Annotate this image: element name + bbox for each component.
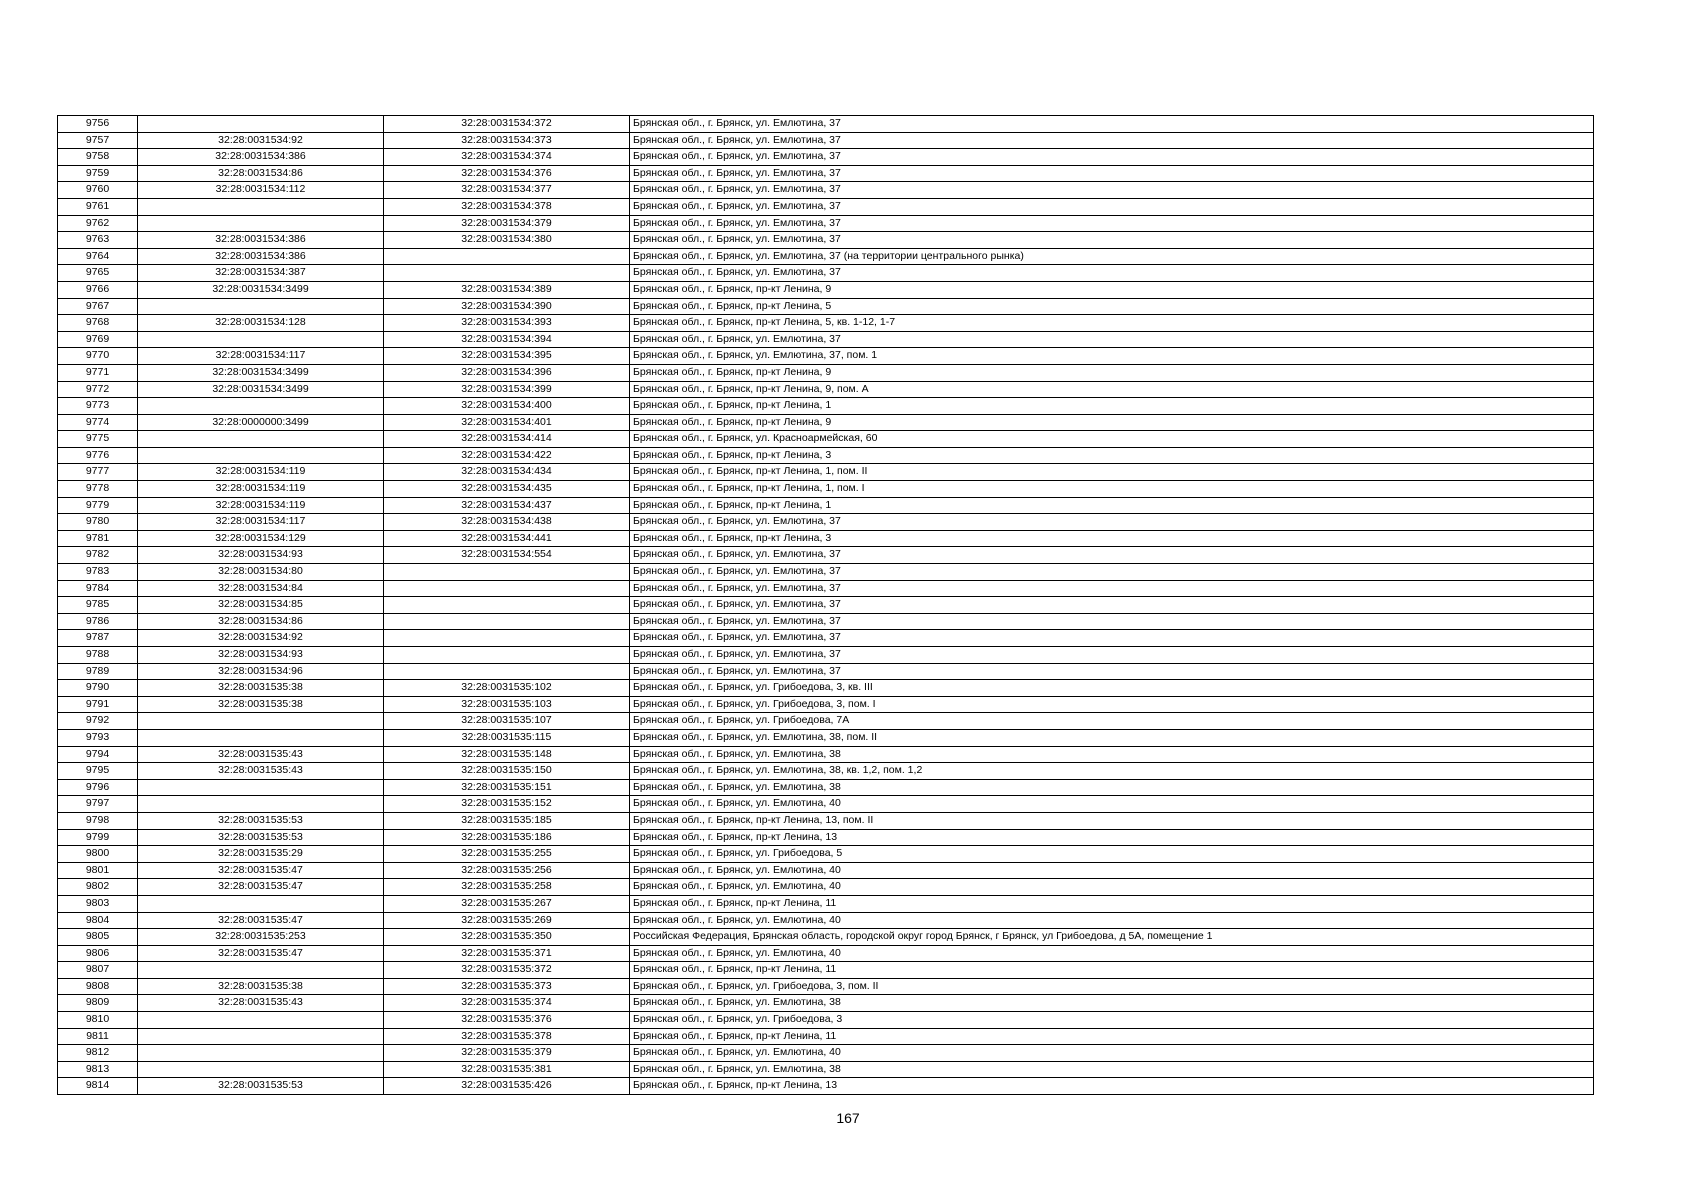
object-number-cell: 32:28:0031534:379 bbox=[384, 215, 630, 232]
object-number-cell: 32:28:0031535:350 bbox=[384, 929, 630, 946]
row-number-cell: 9809 bbox=[58, 995, 138, 1012]
row-number-cell: 9773 bbox=[58, 398, 138, 415]
object-number-cell bbox=[384, 564, 630, 581]
parcel-number-cell: 32:28:0031534:93 bbox=[138, 647, 384, 664]
table-row bbox=[58, 995, 1594, 1012]
row-number-cell: 9785 bbox=[58, 597, 138, 614]
row-number-cell: 9769 bbox=[58, 331, 138, 348]
object-number-cell: 32:28:0031535:256 bbox=[384, 862, 630, 879]
object-number-cell bbox=[384, 248, 630, 265]
row-number-cell: 9806 bbox=[58, 945, 138, 962]
row-number-cell: 9804 bbox=[58, 912, 138, 929]
parcel-number-cell: 32:28:0031534:129 bbox=[138, 530, 384, 547]
address-cell: Брянская обл., г. Брянск, ул. Емлютина, 37 bbox=[630, 232, 1594, 249]
row-number-cell: 9801 bbox=[58, 862, 138, 879]
object-number-cell: 32:28:0031534:374 bbox=[384, 149, 630, 166]
parcel-number-cell: 32:28:0031535:38 bbox=[138, 696, 384, 713]
object-number-cell: 32:28:0031534:396 bbox=[384, 364, 630, 381]
parcel-number-cell bbox=[138, 331, 384, 348]
row-number-cell: 9812 bbox=[58, 1045, 138, 1062]
object-number-cell bbox=[384, 597, 630, 614]
row-number-cell: 9780 bbox=[58, 514, 138, 531]
address-cell: Брянская обл., г. Брянск, ул. Емлютина, 40 bbox=[630, 862, 1594, 879]
address-cell: Брянская обл., г. Брянск, пр-кт Ленина, 13, пом. II bbox=[630, 812, 1594, 829]
address-cell: Брянская обл., г. Брянск, ул. Емлютина, 37 bbox=[630, 647, 1594, 664]
table-row bbox=[58, 149, 1594, 166]
table-row bbox=[58, 481, 1594, 498]
parcel-number-cell: 32:28:0031534:93 bbox=[138, 547, 384, 564]
object-number-cell: 32:28:0031534:438 bbox=[384, 514, 630, 531]
parcel-number-cell: 32:28:0031535:253 bbox=[138, 929, 384, 946]
object-number-cell: 32:28:0031534:394 bbox=[384, 331, 630, 348]
parcel-number-cell: 32:28:0031535:38 bbox=[138, 978, 384, 995]
address-cell: Брянская обл., г. Брянск, ул. Емлютина, 40 bbox=[630, 1045, 1594, 1062]
object-number-cell: 32:28:0031534:378 bbox=[384, 198, 630, 215]
object-number-cell: 32:28:0031535:150 bbox=[384, 763, 630, 780]
parcel-number-cell: 32:28:0031535:47 bbox=[138, 862, 384, 879]
parcel-number-cell: 32:28:0031535:43 bbox=[138, 746, 384, 763]
address-cell: Брянская обл., г. Брянск, ул. Емлютина, 37 bbox=[630, 149, 1594, 166]
row-number-cell: 9800 bbox=[58, 846, 138, 863]
parcel-number-cell bbox=[138, 215, 384, 232]
address-cell: Брянская обл., г. Брянск, пр-кт Ленина, 3 bbox=[630, 447, 1594, 464]
object-number-cell: 32:28:0031534:390 bbox=[384, 298, 630, 315]
page-number: 167 bbox=[836, 1110, 860, 1126]
parcel-number-cell: 32:28:0000000:3499 bbox=[138, 414, 384, 431]
table-row bbox=[58, 746, 1594, 763]
address-cell: Брянская обл., г. Брянск, ул. Емлютина, 37 bbox=[630, 613, 1594, 630]
address-cell: Брянская обл., г. Брянск, ул. Емлютина, 40 bbox=[630, 879, 1594, 896]
table-row bbox=[58, 132, 1594, 149]
parcel-number-cell: 32:28:0031534:117 bbox=[138, 348, 384, 365]
parcel-number-cell bbox=[138, 1061, 384, 1078]
object-number-cell: 32:28:0031535:186 bbox=[384, 829, 630, 846]
address-cell: Брянская обл., г. Брянск, ул. Емлютина, 37 bbox=[630, 597, 1594, 614]
row-number-cell: 9756 bbox=[58, 116, 138, 133]
table-row bbox=[58, 514, 1594, 531]
table-row bbox=[58, 812, 1594, 829]
row-number-cell: 9787 bbox=[58, 630, 138, 647]
table-body bbox=[58, 116, 1594, 1095]
parcel-number-cell: 32:28:0031535:43 bbox=[138, 763, 384, 780]
table-row bbox=[58, 298, 1594, 315]
address-cell: Брянская обл., г. Брянск, пр-кт Ленина, 9, пом. А bbox=[630, 381, 1594, 398]
table-row bbox=[58, 647, 1594, 664]
row-number-cell: 9814 bbox=[58, 1078, 138, 1095]
address-cell: Брянская обл., г. Брянск, ул. Емлютина, 38, кв. 1,2, пом. 1,2 bbox=[630, 763, 1594, 780]
row-number-cell: 9759 bbox=[58, 165, 138, 182]
table-row bbox=[58, 613, 1594, 630]
address-cell: Брянская обл., г. Брянск, пр-кт Ленина, 1 bbox=[630, 398, 1594, 415]
table-row bbox=[58, 464, 1594, 481]
table-row bbox=[58, 846, 1594, 863]
address-cell: Брянская обл., г. Брянск, ул. Емлютина, 37 bbox=[630, 198, 1594, 215]
row-number-cell: 9790 bbox=[58, 680, 138, 697]
object-number-cell: 32:28:0031535:372 bbox=[384, 962, 630, 979]
table-row bbox=[58, 198, 1594, 215]
row-number-cell: 9810 bbox=[58, 1012, 138, 1029]
table-row bbox=[58, 713, 1594, 730]
object-number-cell bbox=[384, 613, 630, 630]
address-cell: Брянская обл., г. Брянск, ул. Емлютина, 38 bbox=[630, 1061, 1594, 1078]
address-cell: Брянская обл., г. Брянск, ул. Емлютина, 37 bbox=[630, 116, 1594, 133]
table-row bbox=[58, 663, 1594, 680]
address-cell: Брянская обл., г. Брянск, пр-кт Ленина, 11 bbox=[630, 962, 1594, 979]
row-number-cell: 9758 bbox=[58, 149, 138, 166]
object-number-cell: 32:28:0031535:381 bbox=[384, 1061, 630, 1078]
row-number-cell: 9792 bbox=[58, 713, 138, 730]
object-number-cell: 32:28:0031534:389 bbox=[384, 281, 630, 298]
address-cell: Брянская обл., г. Брянск, пр-кт Ленина, 11 bbox=[630, 1028, 1594, 1045]
address-cell: Брянская обл., г. Брянск, ул. Грибоедова, 3, кв. III bbox=[630, 680, 1594, 697]
object-number-cell: 32:28:0031535:374 bbox=[384, 995, 630, 1012]
row-number-cell: 9775 bbox=[58, 431, 138, 448]
parcel-number-cell: 32:28:0031534:386 bbox=[138, 149, 384, 166]
parcel-number-cell: 32:28:0031534:85 bbox=[138, 597, 384, 614]
row-number-cell: 9770 bbox=[58, 348, 138, 365]
parcel-number-cell: 32:28:0031534:386 bbox=[138, 248, 384, 265]
table-row bbox=[58, 398, 1594, 415]
address-cell: Брянская обл., г. Брянск, ул. Емлютина, 37 bbox=[630, 165, 1594, 182]
row-number-cell: 9781 bbox=[58, 530, 138, 547]
parcel-number-cell: 32:28:0031534:112 bbox=[138, 182, 384, 199]
parcel-number-cell: 32:28:0031534:3499 bbox=[138, 381, 384, 398]
row-number-cell: 9811 bbox=[58, 1028, 138, 1045]
object-number-cell: 32:28:0031534:400 bbox=[384, 398, 630, 415]
table-row bbox=[58, 232, 1594, 249]
row-number-cell: 9791 bbox=[58, 696, 138, 713]
address-cell: Брянская обл., г. Брянск, ул. Грибоедова, 3, пом. II bbox=[630, 978, 1594, 995]
row-number-cell: 9795 bbox=[58, 763, 138, 780]
table-row bbox=[58, 547, 1594, 564]
address-cell: Брянская обл., г. Брянск, пр-кт Ленина, 1, пом. I bbox=[630, 481, 1594, 498]
object-number-cell: 32:28:0031534:435 bbox=[384, 481, 630, 498]
address-cell: Брянская обл., г. Брянск, ул. Емлютина, 37 bbox=[630, 132, 1594, 149]
object-number-cell bbox=[384, 663, 630, 680]
address-cell: Брянская обл., г. Брянск, пр-кт Ленина, 5 bbox=[630, 298, 1594, 315]
row-number-cell: 9794 bbox=[58, 746, 138, 763]
object-number-cell bbox=[384, 580, 630, 597]
object-number-cell: 32:28:0031535:115 bbox=[384, 729, 630, 746]
address-cell: Брянская обл., г. Брянск, пр-кт Ленина, 3 bbox=[630, 530, 1594, 547]
address-cell: Брянская обл., г. Брянск, ул. Емлютина, 37 bbox=[630, 215, 1594, 232]
row-number-cell: 9764 bbox=[58, 248, 138, 265]
address-cell: Брянская обл., г. Брянск, ул. Красноармейская, 60 bbox=[630, 431, 1594, 448]
table-row bbox=[58, 431, 1594, 448]
address-cell: Брянская обл., г. Брянск, ул. Емлютина, 38 bbox=[630, 995, 1594, 1012]
address-cell: Брянская обл., г. Брянск, ул. Емлютина, 37 bbox=[630, 182, 1594, 199]
table-row bbox=[58, 763, 1594, 780]
parcel-number-cell bbox=[138, 1028, 384, 1045]
table-row bbox=[58, 348, 1594, 365]
object-number-cell: 32:28:0031534:399 bbox=[384, 381, 630, 398]
row-number-cell: 9808 bbox=[58, 978, 138, 995]
address-cell: Брянская обл., г. Брянск, пр-кт Ленина, 1, пом. II bbox=[630, 464, 1594, 481]
parcel-number-cell: 32:28:0031534:119 bbox=[138, 481, 384, 498]
object-number-cell bbox=[384, 630, 630, 647]
object-number-cell: 32:28:0031535:258 bbox=[384, 879, 630, 896]
parcel-number-cell: 32:28:0031534:117 bbox=[138, 514, 384, 531]
table-row bbox=[58, 497, 1594, 514]
table-row bbox=[58, 364, 1594, 381]
address-cell: Брянская обл., г. Брянск, пр-кт Ленина, 9 bbox=[630, 364, 1594, 381]
table-row bbox=[58, 1045, 1594, 1062]
address-cell: Брянская обл., г. Брянск, пр-кт Ленина, 11 bbox=[630, 895, 1594, 912]
object-number-cell: 32:28:0031535:269 bbox=[384, 912, 630, 929]
parcel-number-cell bbox=[138, 779, 384, 796]
object-number-cell: 32:28:0031534:393 bbox=[384, 315, 630, 332]
table-row bbox=[58, 680, 1594, 697]
row-number-cell: 9802 bbox=[58, 879, 138, 896]
object-number-cell: 32:28:0031534:422 bbox=[384, 447, 630, 464]
address-cell: Брянская обл., г. Брянск, ул. Емлютина, 37 bbox=[630, 514, 1594, 531]
object-number-cell: 32:28:0031535:379 bbox=[384, 1045, 630, 1062]
object-number-cell: 32:28:0031534:380 bbox=[384, 232, 630, 249]
address-cell: Брянская обл., г. Брянск, ул. Емлютина, 37 bbox=[630, 547, 1594, 564]
address-cell: Брянская обл., г. Брянск, ул. Емлютина, 37 bbox=[630, 331, 1594, 348]
parcel-number-cell: 32:28:0031534:128 bbox=[138, 315, 384, 332]
parcel-number-cell: 32:28:0031535:47 bbox=[138, 879, 384, 896]
row-number-cell: 9779 bbox=[58, 497, 138, 514]
address-cell: Российская Федерация, Брянская область, городской округ город Брянск, г Брянск, ул Грибоедова, д 5А, помещение 1 bbox=[630, 929, 1594, 946]
parcel-number-cell bbox=[138, 298, 384, 315]
row-number-cell: 9762 bbox=[58, 215, 138, 232]
parcel-number-cell bbox=[138, 1012, 384, 1029]
row-number-cell: 9796 bbox=[58, 779, 138, 796]
table-row bbox=[58, 630, 1594, 647]
row-number-cell: 9813 bbox=[58, 1061, 138, 1078]
object-number-cell bbox=[384, 265, 630, 282]
address-cell: Брянская обл., г. Брянск, ул. Емлютина, 37 (на территории центрального рынка) bbox=[630, 248, 1594, 265]
table-row bbox=[58, 945, 1594, 962]
row-number-cell: 9799 bbox=[58, 829, 138, 846]
address-cell: Брянская обл., г. Брянск, ул. Емлютина, 38 bbox=[630, 746, 1594, 763]
object-number-cell: 32:28:0031535:103 bbox=[384, 696, 630, 713]
row-number-cell: 9805 bbox=[58, 929, 138, 946]
parcel-number-cell: 32:28:0031534:3499 bbox=[138, 281, 384, 298]
table-row bbox=[58, 331, 1594, 348]
parcel-number-cell: 32:28:0031535:47 bbox=[138, 945, 384, 962]
parcel-number-cell: 32:28:0031534:3499 bbox=[138, 364, 384, 381]
table-row bbox=[58, 696, 1594, 713]
table-row bbox=[58, 381, 1594, 398]
parcel-number-cell: 32:28:0031534:86 bbox=[138, 165, 384, 182]
table-row bbox=[58, 1078, 1594, 1095]
address-cell: Брянская обл., г. Брянск, ул. Грибоедова, 5 bbox=[630, 846, 1594, 863]
object-number-cell: 32:28:0031534:372 bbox=[384, 116, 630, 133]
row-number-cell: 9778 bbox=[58, 481, 138, 498]
object-number-cell: 32:28:0031534:554 bbox=[384, 547, 630, 564]
object-number-cell: 32:28:0031534:395 bbox=[384, 348, 630, 365]
parcel-number-cell bbox=[138, 431, 384, 448]
parcel-number-cell: 32:28:0031535:53 bbox=[138, 1078, 384, 1095]
row-number-cell: 9783 bbox=[58, 564, 138, 581]
row-number-cell: 9782 bbox=[58, 547, 138, 564]
row-number-cell: 9797 bbox=[58, 796, 138, 813]
table-row bbox=[58, 281, 1594, 298]
address-cell: Брянская обл., г. Брянск, ул. Емлютина, 40 bbox=[630, 796, 1594, 813]
table-row bbox=[58, 779, 1594, 796]
parcel-number-cell bbox=[138, 198, 384, 215]
row-number-cell: 9789 bbox=[58, 663, 138, 680]
row-number-cell: 9798 bbox=[58, 812, 138, 829]
parcel-number-cell: 32:28:0031534:92 bbox=[138, 132, 384, 149]
parcel-number-cell bbox=[138, 1045, 384, 1062]
object-number-cell: 32:28:0031535:255 bbox=[384, 846, 630, 863]
table-row bbox=[58, 165, 1594, 182]
address-cell: Брянская обл., г. Брянск, ул. Емлютина, 37 bbox=[630, 580, 1594, 597]
row-number-cell: 9766 bbox=[58, 281, 138, 298]
object-number-cell: 32:28:0031535:371 bbox=[384, 945, 630, 962]
object-number-cell: 32:28:0031535:102 bbox=[384, 680, 630, 697]
row-number-cell: 9771 bbox=[58, 364, 138, 381]
row-number-cell: 9767 bbox=[58, 298, 138, 315]
object-number-cell: 32:28:0031534:441 bbox=[384, 530, 630, 547]
parcel-number-cell bbox=[138, 398, 384, 415]
object-number-cell: 32:28:0031535:148 bbox=[384, 746, 630, 763]
row-number-cell: 9793 bbox=[58, 729, 138, 746]
address-cell: Брянская обл., г. Брянск, ул. Емлютина, 37 bbox=[630, 630, 1594, 647]
table-row bbox=[58, 879, 1594, 896]
address-cell: Брянская обл., г. Брянск, пр-кт Ленина, 1 bbox=[630, 497, 1594, 514]
row-number-cell: 9807 bbox=[58, 962, 138, 979]
address-cell: Брянская обл., г. Брянск, ул. Грибоедова, 3, пом. I bbox=[630, 696, 1594, 713]
parcel-number-cell: 32:28:0031535:47 bbox=[138, 912, 384, 929]
row-number-cell: 9757 bbox=[58, 132, 138, 149]
object-number-cell: 32:28:0031534:373 bbox=[384, 132, 630, 149]
table-row bbox=[58, 929, 1594, 946]
parcel-number-cell: 32:28:0031535:53 bbox=[138, 829, 384, 846]
row-number-cell: 9761 bbox=[58, 198, 138, 215]
address-cell: Брянская обл., г. Брянск, ул. Грибоедова, 7А bbox=[630, 713, 1594, 730]
parcel-number-cell bbox=[138, 713, 384, 730]
table-row bbox=[58, 978, 1594, 995]
object-number-cell: 32:28:0031535:107 bbox=[384, 713, 630, 730]
table-row bbox=[58, 729, 1594, 746]
table-row bbox=[58, 796, 1594, 813]
address-cell: Брянская обл., г. Брянск, пр-кт Ленина, 5, кв. 1-12, 1-7 bbox=[630, 315, 1594, 332]
address-cell: Брянская обл., г. Брянск, ул. Емлютина, 40 bbox=[630, 912, 1594, 929]
object-number-cell: 32:28:0031534:414 bbox=[384, 431, 630, 448]
table-row bbox=[58, 447, 1594, 464]
row-number-cell: 9763 bbox=[58, 232, 138, 249]
address-cell: Брянская обл., г. Брянск, ул. Емлютина, 40 bbox=[630, 945, 1594, 962]
object-number-cell: 32:28:0031535:426 bbox=[384, 1078, 630, 1095]
parcel-number-cell bbox=[138, 116, 384, 133]
table-row bbox=[58, 215, 1594, 232]
table-row bbox=[58, 315, 1594, 332]
parcel-number-cell: 32:28:0031534:86 bbox=[138, 613, 384, 630]
table-row bbox=[58, 962, 1594, 979]
address-cell: Брянская обл., г. Брянск, ул. Емлютина, 37 bbox=[630, 663, 1594, 680]
table-row bbox=[58, 895, 1594, 912]
table-row bbox=[58, 829, 1594, 846]
address-cell: Брянская обл., г. Брянск, ул. Емлютина, 37 bbox=[630, 265, 1594, 282]
parcel-number-cell bbox=[138, 796, 384, 813]
object-number-cell: 32:28:0031535:378 bbox=[384, 1028, 630, 1045]
table-row bbox=[58, 1028, 1594, 1045]
row-number-cell: 9768 bbox=[58, 315, 138, 332]
parcel-number-cell: 32:28:0031534:119 bbox=[138, 497, 384, 514]
table-row bbox=[58, 116, 1594, 133]
table-row bbox=[58, 1012, 1594, 1029]
address-cell: Брянская обл., г. Брянск, ул. Емлютина, 37, пом. 1 bbox=[630, 348, 1594, 365]
table-row bbox=[58, 248, 1594, 265]
address-cell: Брянская обл., г. Брянск, пр-кт Ленина, 13 bbox=[630, 1078, 1594, 1095]
row-number-cell: 9784 bbox=[58, 580, 138, 597]
parcel-number-cell bbox=[138, 962, 384, 979]
parcel-number-cell bbox=[138, 729, 384, 746]
table-row bbox=[58, 912, 1594, 929]
object-number-cell: 32:28:0031535:376 bbox=[384, 1012, 630, 1029]
address-cell: Брянская обл., г. Брянск, ул. Емлютина, 38 bbox=[630, 779, 1594, 796]
parcel-number-cell: 32:28:0031535:38 bbox=[138, 680, 384, 697]
object-number-cell bbox=[384, 647, 630, 664]
parcel-number-cell: 32:28:0031534:386 bbox=[138, 232, 384, 249]
table-row bbox=[58, 265, 1594, 282]
parcel-number-cell: 32:28:0031534:80 bbox=[138, 564, 384, 581]
object-number-cell: 32:28:0031535:373 bbox=[384, 978, 630, 995]
parcel-number-cell: 32:28:0031534:387 bbox=[138, 265, 384, 282]
address-cell: Брянская обл., г. Брянск, ул. Грибоедова, 3 bbox=[630, 1012, 1594, 1029]
table-row bbox=[58, 182, 1594, 199]
parcel-number-cell: 32:28:0031534:84 bbox=[138, 580, 384, 597]
parcel-number-cell: 32:28:0031534:119 bbox=[138, 464, 384, 481]
parcel-number-cell: 32:28:0031535:43 bbox=[138, 995, 384, 1012]
table-row bbox=[58, 530, 1594, 547]
address-cell: Брянская обл., г. Брянск, пр-кт Ленина, 9 bbox=[630, 281, 1594, 298]
parcel-number-cell: 32:28:0031535:29 bbox=[138, 846, 384, 863]
table-row bbox=[58, 597, 1594, 614]
object-number-cell: 32:28:0031535:152 bbox=[384, 796, 630, 813]
object-number-cell: 32:28:0031535:151 bbox=[384, 779, 630, 796]
row-number-cell: 9803 bbox=[58, 895, 138, 912]
parcel-number-cell bbox=[138, 447, 384, 464]
parcel-number-cell: 32:28:0031534:92 bbox=[138, 630, 384, 647]
parcel-number-cell: 32:28:0031534:96 bbox=[138, 663, 384, 680]
row-number-cell: 9772 bbox=[58, 381, 138, 398]
object-number-cell: 32:28:0031534:376 bbox=[384, 165, 630, 182]
parcel-number-cell bbox=[138, 895, 384, 912]
table-row bbox=[58, 1061, 1594, 1078]
address-cell: Брянская обл., г. Брянск, пр-кт Ленина, 13 bbox=[630, 829, 1594, 846]
address-cell: Брянская обл., г. Брянск, ул. Емлютина, 37 bbox=[630, 564, 1594, 581]
table-row bbox=[58, 414, 1594, 431]
cadastral-table bbox=[57, 115, 1594, 1095]
address-cell: Брянская обл., г. Брянск, ул. Емлютина, 38, пом. II bbox=[630, 729, 1594, 746]
object-number-cell: 32:28:0031534:401 bbox=[384, 414, 630, 431]
row-number-cell: 9777 bbox=[58, 464, 138, 481]
object-number-cell: 32:28:0031534:437 bbox=[384, 497, 630, 514]
row-number-cell: 9774 bbox=[58, 414, 138, 431]
row-number-cell: 9786 bbox=[58, 613, 138, 630]
parcel-number-cell: 32:28:0031535:53 bbox=[138, 812, 384, 829]
table-row bbox=[58, 580, 1594, 597]
address-cell: Брянская обл., г. Брянск, пр-кт Ленина, 9 bbox=[630, 414, 1594, 431]
object-number-cell: 32:28:0031534:434 bbox=[384, 464, 630, 481]
object-number-cell: 32:28:0031535:267 bbox=[384, 895, 630, 912]
row-number-cell: 9760 bbox=[58, 182, 138, 199]
object-number-cell: 32:28:0031535:185 bbox=[384, 812, 630, 829]
row-number-cell: 9788 bbox=[58, 647, 138, 664]
row-number-cell: 9765 bbox=[58, 265, 138, 282]
object-number-cell: 32:28:0031534:377 bbox=[384, 182, 630, 199]
table-row bbox=[58, 862, 1594, 879]
row-number-cell: 9776 bbox=[58, 447, 138, 464]
table-row bbox=[58, 564, 1594, 581]
